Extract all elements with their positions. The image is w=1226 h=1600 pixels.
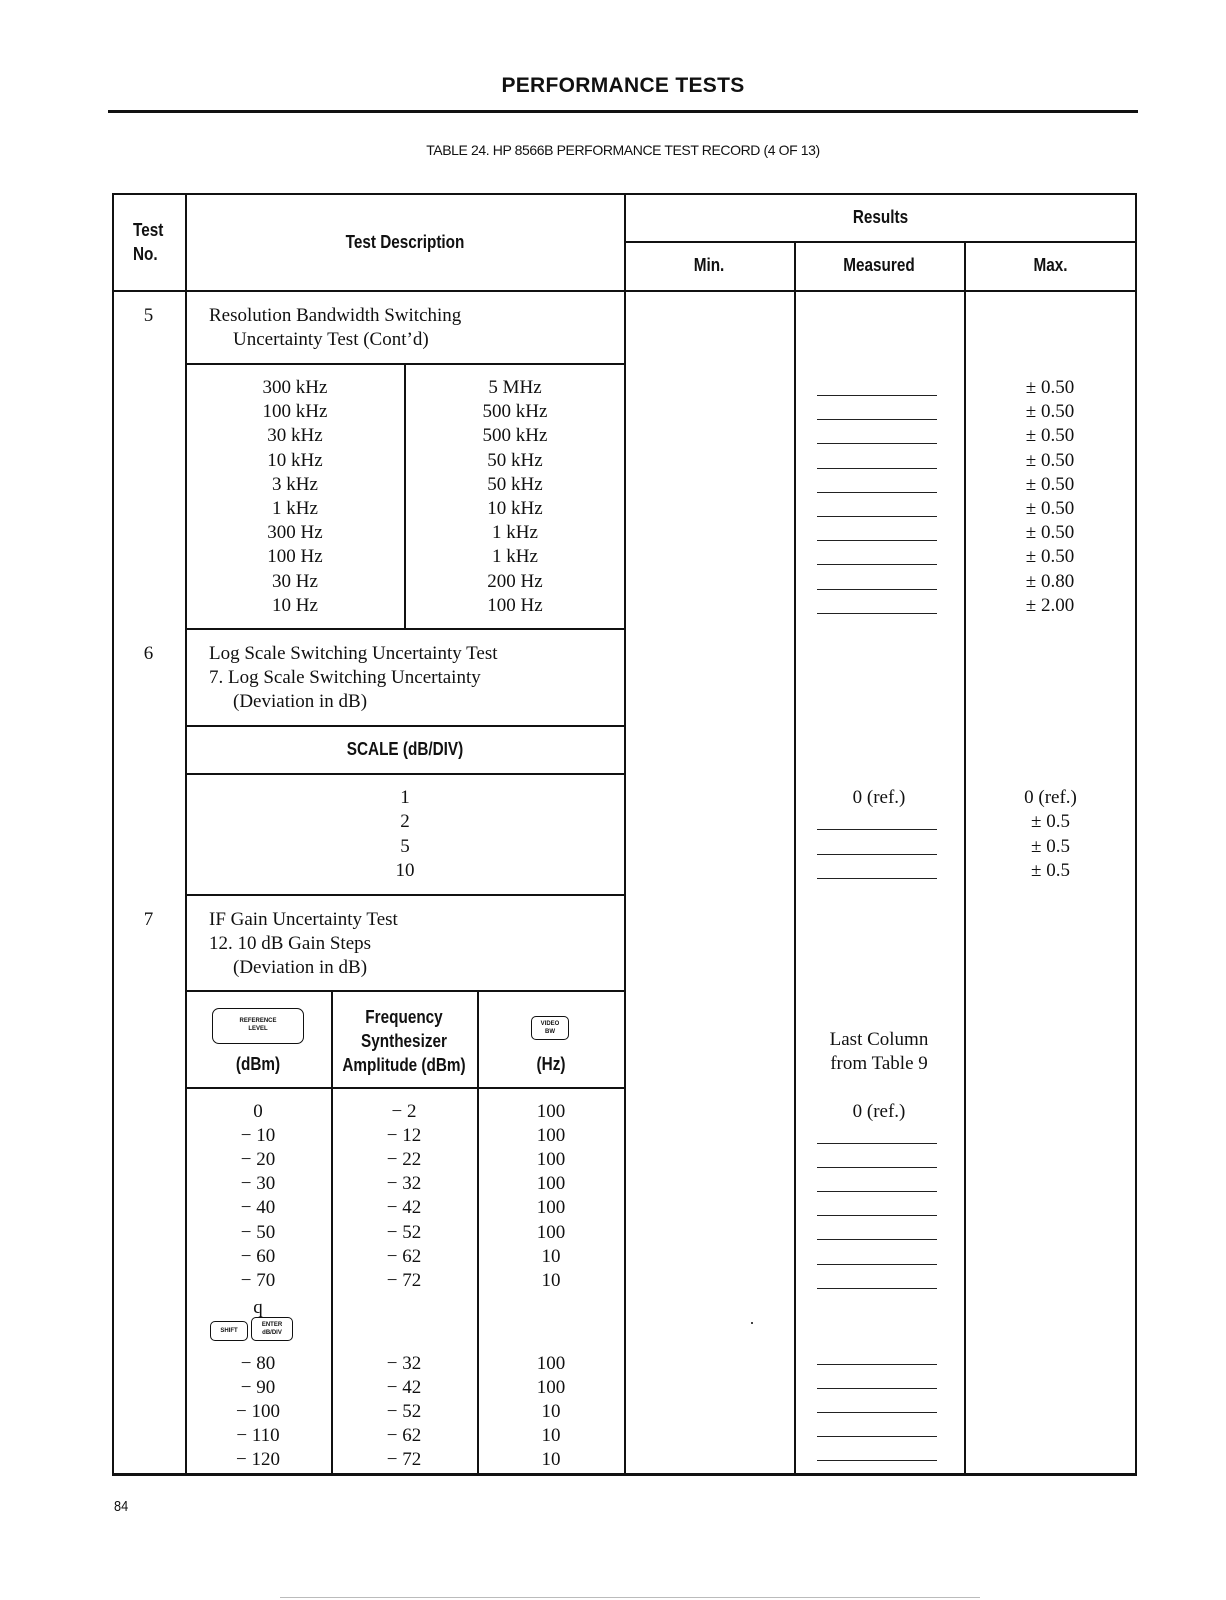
rbw-to-cell: 500 kHz [482,401,548,423]
shift-key-icon: SHIFT [210,1321,248,1341]
amplitude-cell: − 72 [386,1449,422,1471]
amplitude-cell: − 52 [386,1221,422,1243]
rbw-to-cell: 10 kHz [487,498,543,519]
reference-level-key-icon: REFERENCE LEVEL [212,1008,304,1044]
rbw-to-cell: 1 kHz [492,522,538,544]
ref-level-cell: − 90 [240,1377,276,1399]
measured-cell: 0 (ref.) [852,1101,906,1122]
measured-blank-line [817,1191,937,1192]
test5-title-line1: Resolution Bandwidth Switching [209,305,462,326]
test-number-6: 6 [143,643,154,664]
measured-blank-line [817,1167,937,1168]
ref-level-cell: − 120 [236,1449,280,1471]
stray-dot [751,1322,753,1324]
measured-note-line2: from Table 9 [830,1053,928,1074]
max-cell: ± 0.5 [1031,859,1070,881]
amplitude-cell: − 32 [386,1173,422,1195]
rbw-from-cell: 10 Hz [272,594,318,616]
measured-blank-line [817,613,937,614]
scale-cell: 10 [395,859,415,881]
rbw-from-cell: 10 kHz [267,449,323,471]
col-vbw-unit: (Hz) [536,1054,566,1074]
test-number-5: 5 [143,305,154,326]
enter-db-div-key-icon: ENTER dB/DIV [251,1317,293,1341]
amplitude-cell: − 62 [386,1245,422,1267]
video-bw-cell: 10 [541,1449,561,1471]
test6-title [209,642,498,714]
amplitude-cell: − 32 [386,1353,422,1374]
col-amp-header [342,1005,466,1077]
measured-blank-line [817,1388,937,1389]
rbw-to-cell: 100 Hz [487,594,543,616]
test5-title-line2: Uncertainty Test (Cont’d) [233,329,429,350]
ref-level-cell: − 80 [240,1353,276,1374]
rbw-from-cell: 300 Hz [267,522,323,544]
header-test-no: Test No. [133,220,164,264]
measured-blank-line [817,419,937,420]
rbw-from-cell: 300 kHz [262,377,328,398]
rbw-to-cell: 500 kHz [482,425,548,447]
rbw-to-cell: 1 kHz [492,546,538,568]
ref-level-cell: − 40 [240,1197,276,1219]
max-cell: ± 0.50 [1025,377,1075,398]
video-bw-cell: 100 [536,1101,566,1122]
test7-title [209,908,398,980]
test6-title-line3: (Deviation in dB) [233,691,368,712]
ref-level-cell: − 20 [240,1149,276,1171]
video-bw-cell: 100 [536,1197,566,1219]
max-cell: ± 0.50 [1025,473,1075,495]
ref-level-cell: − 50 [240,1221,276,1243]
amplitude-cell: − 2 [391,1101,417,1122]
header-measured: Measured [843,255,915,275]
measured-blank-line [817,878,937,879]
ref-level-cell: 0 [253,1101,263,1122]
rbw-from-cell: 1 kHz [272,498,318,519]
measured-blank-line [817,1460,937,1461]
measured-blank-line [817,516,937,517]
max-cell: ± 0.50 [1025,449,1075,471]
max-cell: ± 0.50 [1025,522,1075,544]
measured-blank-line [817,564,937,565]
amplitude-cell: − 22 [386,1149,422,1171]
rbw-to-cell: 50 kHz [487,473,543,495]
header-results: Results [852,207,909,227]
measured-note [794,1028,964,1076]
scale-cell: 1 [400,787,410,808]
amplitude-cell: − 42 [386,1197,422,1219]
header-test-description: Test Description [345,232,465,252]
scan-edge-line [280,1597,980,1598]
measured-blank-line [817,468,937,469]
scale-cell: 5 [400,835,410,857]
rbw-from-cell: 30 kHz [267,425,323,447]
q-mark: q [253,1297,263,1318]
test7-title-line3: (Deviation in dB) [233,957,368,978]
video-bw-cell: 10 [541,1245,561,1267]
measured-blank-line [817,1143,937,1144]
max-cell: ± 2.00 [1025,594,1075,616]
video-bw-cell: 100 [536,1173,566,1195]
header-max: Max. [1033,255,1068,275]
test-number-7: 7 [143,909,154,930]
col-amp-header-line2: Synthesizer [361,1031,447,1051]
max-cell: ± 0.80 [1025,570,1075,592]
scale-cell: 2 [400,811,410,833]
measured-blank-line [817,540,937,541]
rbw-from-cell: 100 kHz [262,401,328,423]
rbw-from-cell: 30 Hz [272,570,318,592]
test6-title-line2: 7. Log Scale Switching Uncertainty [209,667,481,688]
measured-blank-line [817,589,937,590]
video-bw-cell: 100 [536,1377,566,1399]
max-cell: ± 0.50 [1025,401,1075,423]
measured-blank-line [817,492,937,493]
rbw-to-cell: 50 kHz [487,449,543,471]
ref-level-cell: − 10 [240,1125,276,1147]
video-bw-cell: 100 [536,1221,566,1243]
measured-blank-line [817,1436,937,1437]
measured-blank-line [817,1215,937,1216]
scale-header: SCALE (dB/DIV) [346,739,464,759]
video-bw-cell: 10 [541,1425,561,1447]
rbw-to-cell: 5 MHz [488,377,542,398]
rbw-from-cell: 3 kHz [272,473,318,495]
test5-title [209,304,461,352]
page-title: PERFORMANCE TESTS [501,74,745,97]
ref-level-cell: − 110 [236,1425,280,1447]
col-amp-header-line3: Amplitude (dBm) [342,1055,466,1075]
measured-blank-line [817,1264,937,1265]
video-bw-cell: 10 [541,1269,561,1291]
ref-level-cell: − 70 [240,1269,276,1291]
ref-level-cell: − 100 [236,1401,280,1423]
test6-title-line1: Log Scale Switching Uncertainty Test [209,643,498,664]
max-cell: 0 (ref.) [1024,787,1077,808]
measured-cell: 0 (ref.) [852,787,906,808]
col-ref-unit: (dBm) [235,1054,281,1074]
measured-blank-line [817,1288,937,1289]
measured-blank-line [817,854,937,855]
rbw-from-cell: 100 Hz [267,546,323,568]
test7-title-line2: 12. 10 dB Gain Steps [209,933,372,954]
video-bw-cell: 100 [536,1353,566,1374]
table-title: TABLE 24. HP 8566B PERFORMANCE TEST RECORD (4 OF 13) [426,142,820,158]
test7-title-line1: IF Gain Uncertainty Test [209,909,398,930]
amplitude-cell: − 62 [386,1425,422,1447]
page-number: 84 [114,1498,129,1515]
amplitude-cell: − 72 [386,1269,422,1291]
video-bw-cell: 100 [536,1149,566,1171]
amplitude-cell: − 12 [386,1125,422,1147]
measured-blank-line [817,1412,937,1413]
rbw-to-cell: 200 Hz [487,570,543,592]
ref-level-cell: − 60 [240,1245,276,1267]
col-amp-header-line1: Frequency [365,1007,443,1027]
measured-blank-line [817,443,937,444]
max-cell: ± 0.50 [1025,546,1075,568]
measured-blank-line [817,1239,937,1240]
measured-blank-line [817,395,937,396]
header-rule [108,110,1138,113]
amplitude-cell: − 52 [386,1401,422,1423]
amplitude-cell: − 42 [386,1377,422,1399]
max-cell: ± 0.50 [1025,498,1075,519]
measured-blank-line [817,829,937,830]
video-bw-cell: 100 [536,1125,566,1147]
max-cell: ± 0.50 [1025,425,1075,447]
max-cell: ± 0.5 [1031,811,1070,833]
measured-note-line1: Last Column [829,1029,929,1050]
header-min: Min. [693,255,725,275]
video-bw-key-icon: VIDEO BW [531,1016,569,1040]
video-bw-cell: 10 [541,1401,561,1423]
max-cell: ± 0.5 [1031,835,1070,857]
measured-blank-line [817,1364,937,1365]
ref-level-cell: − 30 [240,1173,276,1195]
